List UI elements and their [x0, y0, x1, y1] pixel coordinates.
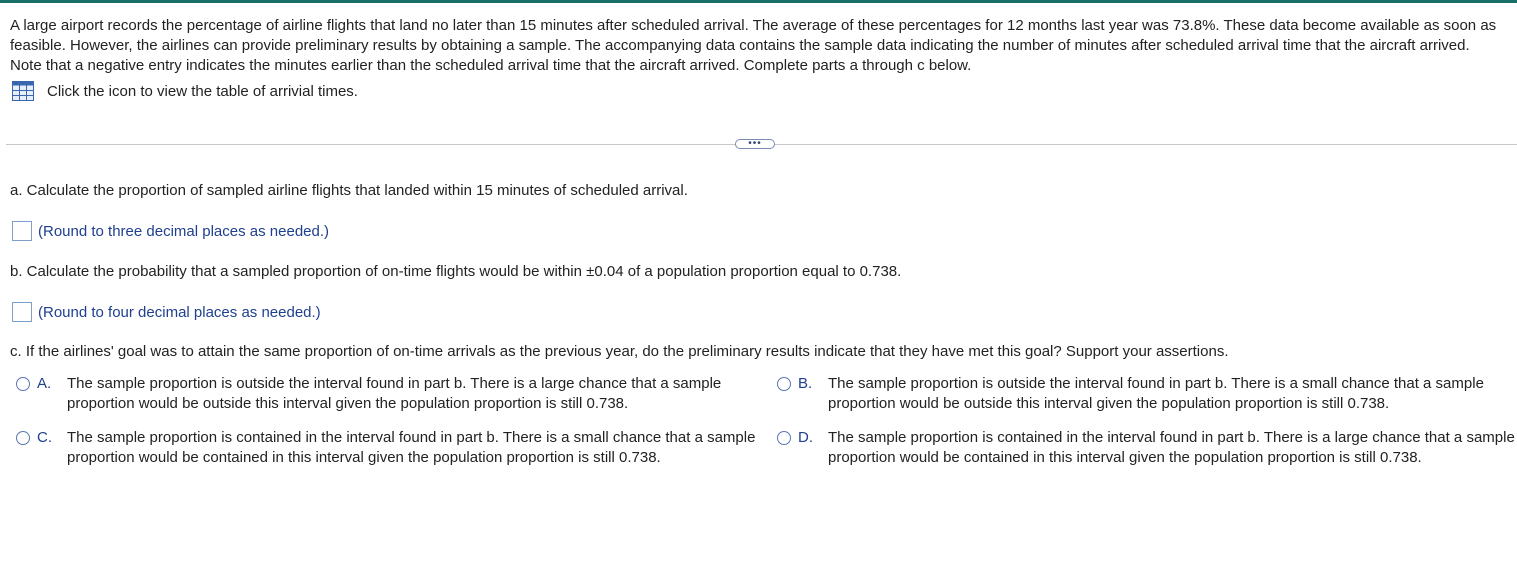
choice-c-text: The sample proportion is contained in the interval found in part b. There is a small chance that a sample proportion would be contained in this interval given the population proportion is still 0.738. — [67, 429, 756, 466]
part-b-question: b. Calculate the probability that a sampled proportion of on-time flights would be within ±0.04 of a population proportion equal to 0.738. — [10, 263, 902, 280]
choice-d-letter: D. — [798, 429, 813, 446]
choice-c-radio[interactable] — [16, 431, 30, 445]
problem-statement: A large airport records the percentage of airline flights that land no later than 15 minutes after scheduled arrival. The average of these percentages for 12 months last year was 73.8%. These data become available as soon as feasible. However, the airlines can provide preliminary results by obtaining a sample. The accompanying data contains the sample data indicating the number of minutes after scheduled arrival time that the aircraft arrived. Note that a negative entry indicates the minutes earlier than the scheduled arrival time that the aircraft arrived. Complete parts a through c below. — [10, 17, 1497, 74]
choice-a-letter: A. — [37, 375, 52, 392]
part-b-answer-input[interactable] — [12, 302, 32, 322]
view-table-link[interactable] — [12, 81, 358, 101]
part-c-question: c. If the airlines' goal was to attain the same proportion of on-time arrivals as the previous year, do the preliminary results indicate that they have met this goal? Support your assertions. — [10, 343, 1229, 360]
choice-b-letter: B. — [798, 375, 813, 392]
choice-d-text: The sample proportion is contained in the interval found in part b. There is a large chance that a sample proportion would be contained in this interval given the population proportion is still 0.738. — [828, 429, 1515, 466]
top-accent-bar — [0, 0, 1517, 3]
table-grid-icon[interactable] — [12, 81, 34, 101]
choice-a-text: The sample proportion is outside the interval found in part b. There is a large chance that a sample proportion would be outside this interval given the population proportion is still 0.738. — [67, 375, 722, 412]
choice-a-radio[interactable] — [16, 377, 30, 391]
choice-a[interactable] — [16, 374, 746, 414]
part-a-hint: (Round to three decimal places as needed.) — [38, 222, 330, 240]
choice-b-text: The sample proportion is outside the interval found in part b. There is a small chance that a sample proportion would be outside this interval given the population proportion is still 0.738. — [828, 375, 1484, 412]
expand-more-button[interactable]: ••• — [735, 139, 775, 149]
part-b-hint: (Round to four decimal places as needed.) — [38, 303, 321, 321]
choice-b-radio[interactable] — [777, 377, 791, 391]
part-a-answer-input[interactable] — [12, 221, 32, 241]
part-b-answer-row — [12, 301, 321, 323]
view-table-text[interactable]: Click the icon to view the table of arrivial times. — [47, 82, 358, 100]
part-a-question: a. Calculate the proportion of sampled airline flights that landed within 15 minutes of scheduled arrival. — [10, 182, 688, 199]
choice-d[interactable] — [777, 428, 1515, 468]
choice-b[interactable] — [777, 374, 1507, 414]
part-a-answer-row — [12, 220, 329, 242]
choice-c[interactable] — [16, 428, 776, 468]
choice-c-letter: C. — [37, 429, 52, 446]
choice-d-radio[interactable] — [777, 431, 791, 445]
